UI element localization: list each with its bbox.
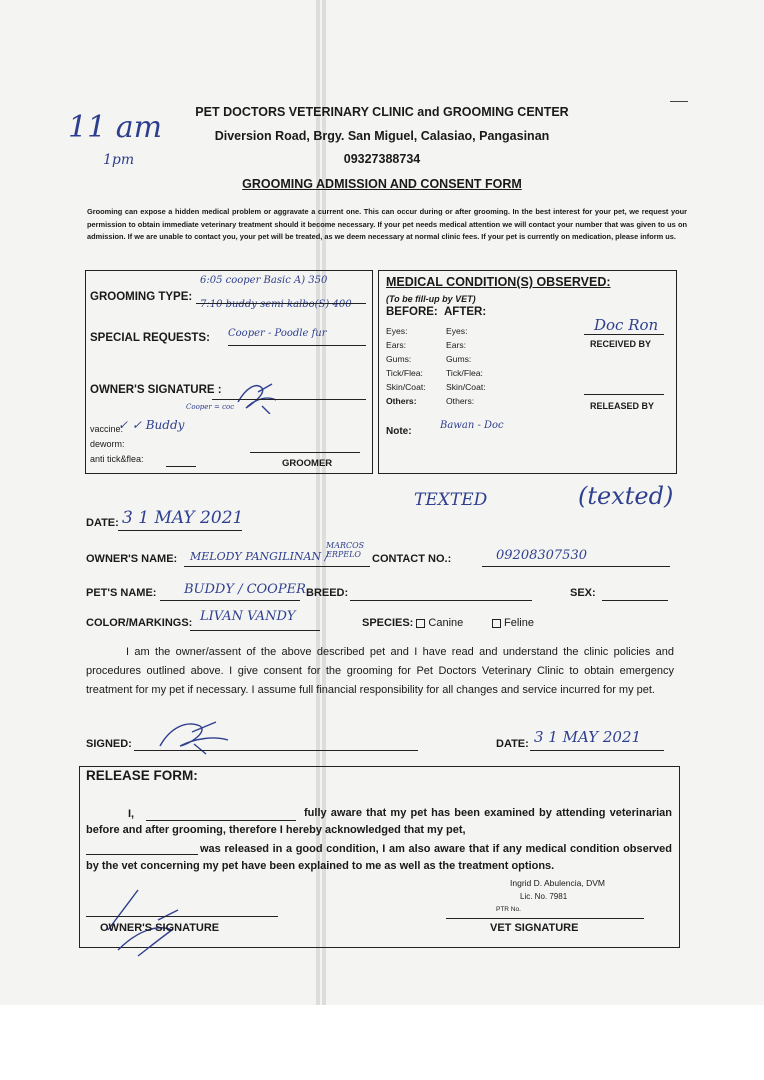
pen-mark [670,101,688,102]
groomer-label: GROOMER [282,458,333,469]
canine-checkbox[interactable] [416,619,425,628]
grooming-type-hw-1: 6:05 cooper Basic A) 350 [200,275,328,286]
grooming-type-line [196,303,366,304]
date-label: DATE: [86,517,119,529]
date2-label: DATE: [496,738,529,750]
owners-signature-line [212,399,366,400]
received-by-line [584,334,664,335]
date-hw: 3 1 MAY 2021 [122,508,244,528]
owner-name-hw: MELODY PANGILINAN / [190,550,329,563]
anti-tick-label: anti tick&flea: [90,454,144,464]
clinic-address: Diversion Road, Brgy. San Miguel, Calasiao, Pangasinan [214,129,550,143]
owner-name-hw-2: MARCOS ERPELO [326,541,365,559]
released-by-label: RELEASED BY [590,401,655,411]
vet-sig-line [446,918,644,919]
after-eyes: Eyes: [446,326,468,336]
texted-mark-2: (texted) [578,482,674,510]
signed-label: SIGNED: [86,738,132,750]
margin-time-2: 1pm [103,152,135,168]
form-title: GROOMING ADMISSION AND CONSENT FORM [242,177,522,191]
feline-checkbox[interactable] [492,619,501,628]
released-by-line [584,394,664,395]
sex-line [602,600,668,601]
received-by-label: RECEIVED BY [590,339,652,349]
owner-name-label: OWNER'S NAME: [86,553,178,565]
before-tick: Tick/Flea: [386,368,423,378]
consent-paragraph: I am the owner/assent of the above described pet and I have read and understand the clinic policies and procedures outlined above. I give consent for the grooming for Pet Doctors Veterinary Clinic to obtain emergency treatment for my pet if necessary. I assume full financial responsibility for all changes and service incurred for my pet. [86,646,674,696]
intro-paragraph: Grooming can expose a hidden medical problem or aggravate a current one. This can occur during or after grooming. In the best interest for your pet, we request your permission to obtain immediate veterinary treatment should it become necessary. If your pet needs medical attention we will contact your number that was given to us on admission. If we are unable to contact you, your pet will be treated, as we deem necessary at normal clinic fees. If your pet is currently on medication, please inform us. [87,207,687,242]
breed-label: BREED: [306,587,349,599]
pet-name-line [160,600,300,601]
special-requests-hw: Cooper - Poodle fur [228,328,327,339]
groomer-line [250,452,360,453]
date2-hw: 3 1 MAY 2021 [534,728,642,746]
anti-tick-line [166,466,196,467]
vet-ptr: PTR No. [496,906,521,913]
owner-name-line [184,566,370,567]
clinic-name: PET DOCTORS VETERINARY CLINIC and GROOMING CENTER [195,105,569,119]
medical-subtitle: (To be fill-up by VET) [386,294,476,304]
clinic-phone: 09327388734 [343,152,421,166]
pet-name-label: PET'S NAME: [86,587,157,599]
contact-hw: 09208307530 [496,548,587,563]
release-owner-signature [98,870,198,960]
before-others: Others: [386,396,417,406]
release-line-2: was released in a good condition, I am also aware that if any medical condition observed by the vet concerning my pet have been explained to me as well as the treatment options. [86,843,672,872]
before-eyes: Eyes: [386,326,408,336]
before-label: BEFORE: [386,306,438,318]
texted-mark-1: TEXTED [414,490,488,510]
owners-signature-label: OWNER'S SIGNATURE : [90,384,222,396]
color-hw: LIVAN VANDY [200,609,296,624]
before-ears: Ears: [386,340,407,350]
after-others: Others: [446,396,475,406]
grooming-type-label: GROOMING TYPE: [90,291,193,303]
note-label: Note: [386,426,412,437]
breed-line [350,600,532,601]
owner-sig-label: OWNER'S SIGNATURE [100,922,220,934]
after-skin: Skin/Coat: [446,382,486,392]
release-line-1: fully aware that my pet has been examined by attending veterinarian before and after grooming, therefore I hereby acknowledged that my pet, [86,807,672,836]
special-requests-line [228,345,366,346]
date-line [118,530,242,531]
vet-name: Ingrid D. Abulencia, DVM [510,878,605,888]
owners-signature-hw: Cooper = coc [186,403,235,411]
release-prefix: I, [128,808,135,820]
medical-title: MEDICAL CONDITION(S) OBSERVED: [386,275,611,289]
color-line [190,630,320,631]
deworm-label: deworm: [90,439,125,449]
vaccine-label: vaccine: [90,424,124,434]
received-by-hw: Doc Ron [594,316,659,334]
grooming-type-hw-2: 7:10 buddy semi kalbo(S) 400 [200,299,352,310]
contact-label: CONTACT NO.: [372,553,452,565]
color-label: COLOR/MARKINGS: [86,617,193,629]
canine-label: Canine [428,617,464,629]
signed-line [134,750,418,751]
vet-license: Lic. No. 7981 [520,892,568,901]
feline-label: Feline [504,617,534,629]
note-hw: Bawan - Doc [440,420,504,431]
margin-time-1: 11 am [68,110,163,145]
vaccine-hw: ✓ ✓ Buddy [118,418,185,432]
vet-sig-label: VET SIGNATURE [490,922,579,934]
owner-signature-scribble [232,378,282,414]
after-gums: Gums: [446,354,472,364]
after-ears: Ears: [446,340,467,350]
date2-line [530,750,664,751]
contact-line [482,566,670,567]
sex-label: SEX: [570,587,596,599]
owner-sig-line [86,916,278,917]
after-tick: Tick/Flea: [446,368,483,378]
species-label: SPECIES: [362,617,414,629]
species-row [362,617,463,629]
special-requests-label: SPECIAL REQUESTS: [90,332,210,344]
after-label: AFTER: [444,306,487,318]
pet-name-hw: BUDDY / COOPER [184,582,306,597]
before-gums: Gums: [386,354,412,364]
feline-row [492,617,534,629]
release-title: RELEASE FORM: [86,768,198,783]
before-skin: Skin/Coat: [386,382,426,392]
